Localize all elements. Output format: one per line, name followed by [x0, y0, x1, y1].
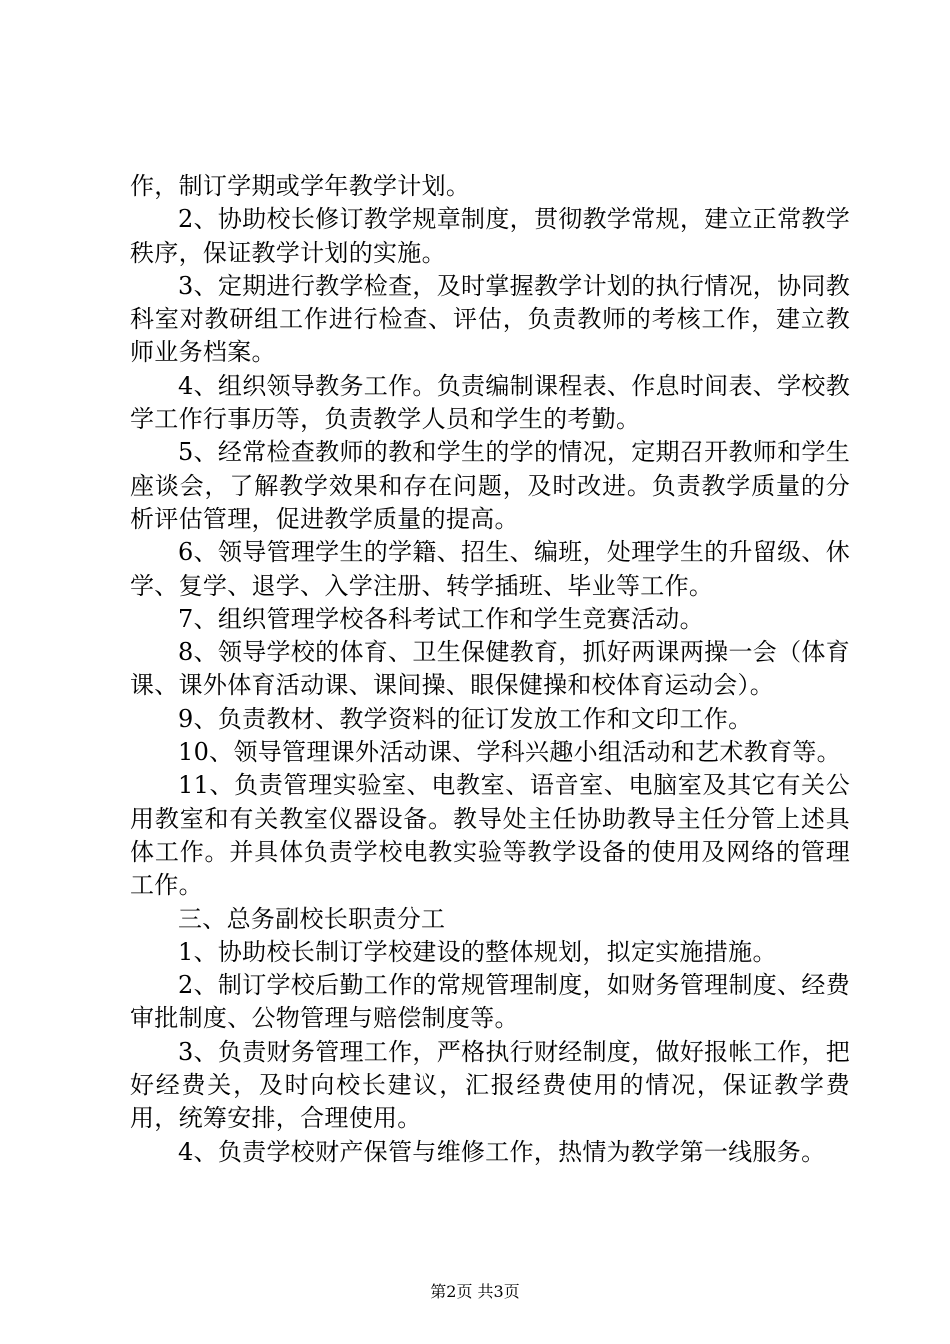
paragraph-continuation: 作，制订学期或学年教学计划。: [130, 172, 471, 200]
paragraph-general-2: 2、制订学校后勤工作的常规管理制度，如财务管理制度、经费审批制度、公物管理与赔偿制度等。: [130, 971, 850, 1033]
paragraph-general-4: 4、负责学校财产保管与维修工作，热情为教学第一线服务。: [178, 1137, 826, 1166]
paragraph-item-11: 11、负责管理实验室、电教室、语音室、电脑室及其它有关公用教室和有关教室仪器设备。教导处主任协助教导主任分管上述具体工作。并具体负责学校电教实验等教学设备的使用及网络的管理工作。: [130, 771, 850, 900]
paragraph-item-5: 5、经常检查教师的教和学生的学的情况，定期召开教师和学生座谈会，了解教学效果和存在问题，及时改进。负责教学质量的分析评估管理，促进教学质量的提高。: [130, 438, 850, 533]
paragraph-item-6: 6、领导管理学生的学籍、招生、编班，处理学生的升留级、休学、复学、退学、入学注册、转学插班、毕业等工作。: [130, 538, 850, 600]
paragraph-item-9: 9、负责教材、教学资料的征订发放工作和文印工作。: [178, 704, 753, 733]
paragraph-item-8: 8、领导学校的体育、卫生保健教育，抓好两课两操一会（体育课、课外体育活动课、课间操、眼保健操和校体育运动会）。: [130, 638, 850, 700]
paragraph-general-1: 1、协助校长制订学校建设的整体规划，拟定实施措施。: [178, 937, 777, 966]
paragraph-item-2: 2、协助校长修订教学规章制度，贯彻教学常规，建立正常教学秩序，保证教学计划的实施。: [130, 205, 850, 267]
paragraph-item-4: 4、组织领导教务工作。负责编制课程表、作息时间表、学校教学工作行事历等，负责教学人员和学生的考勤。: [130, 371, 850, 434]
paragraph-item-7: 7、组织管理学校各科考试工作和学生竞赛活动。: [178, 604, 704, 633]
document-body: [130, 170, 850, 1169]
page-number-footer: 第2页 共3页: [430, 1282, 520, 1301]
paragraph-item-3: 3、定期进行教学检查，及时掌握教学计划的执行情况，协同教科室对教研组工作进行检查、评估，负责教师的考核工作，建立教师业务档案。: [130, 271, 850, 367]
section-heading: 三、总务副校长职责分工: [178, 904, 446, 933]
paragraph-item-10: 10、领导管理课外活动课、学科兴趣小组活动和艺术教育等。: [178, 738, 841, 767]
paragraph-general-3: 3、负责财务管理工作，严格执行财经制度，做好报帐工作，把好经费关，及时向校长建议，汇报经费使用的情况，保证教学费用，统筹安排，合理使用。: [130, 1037, 850, 1133]
